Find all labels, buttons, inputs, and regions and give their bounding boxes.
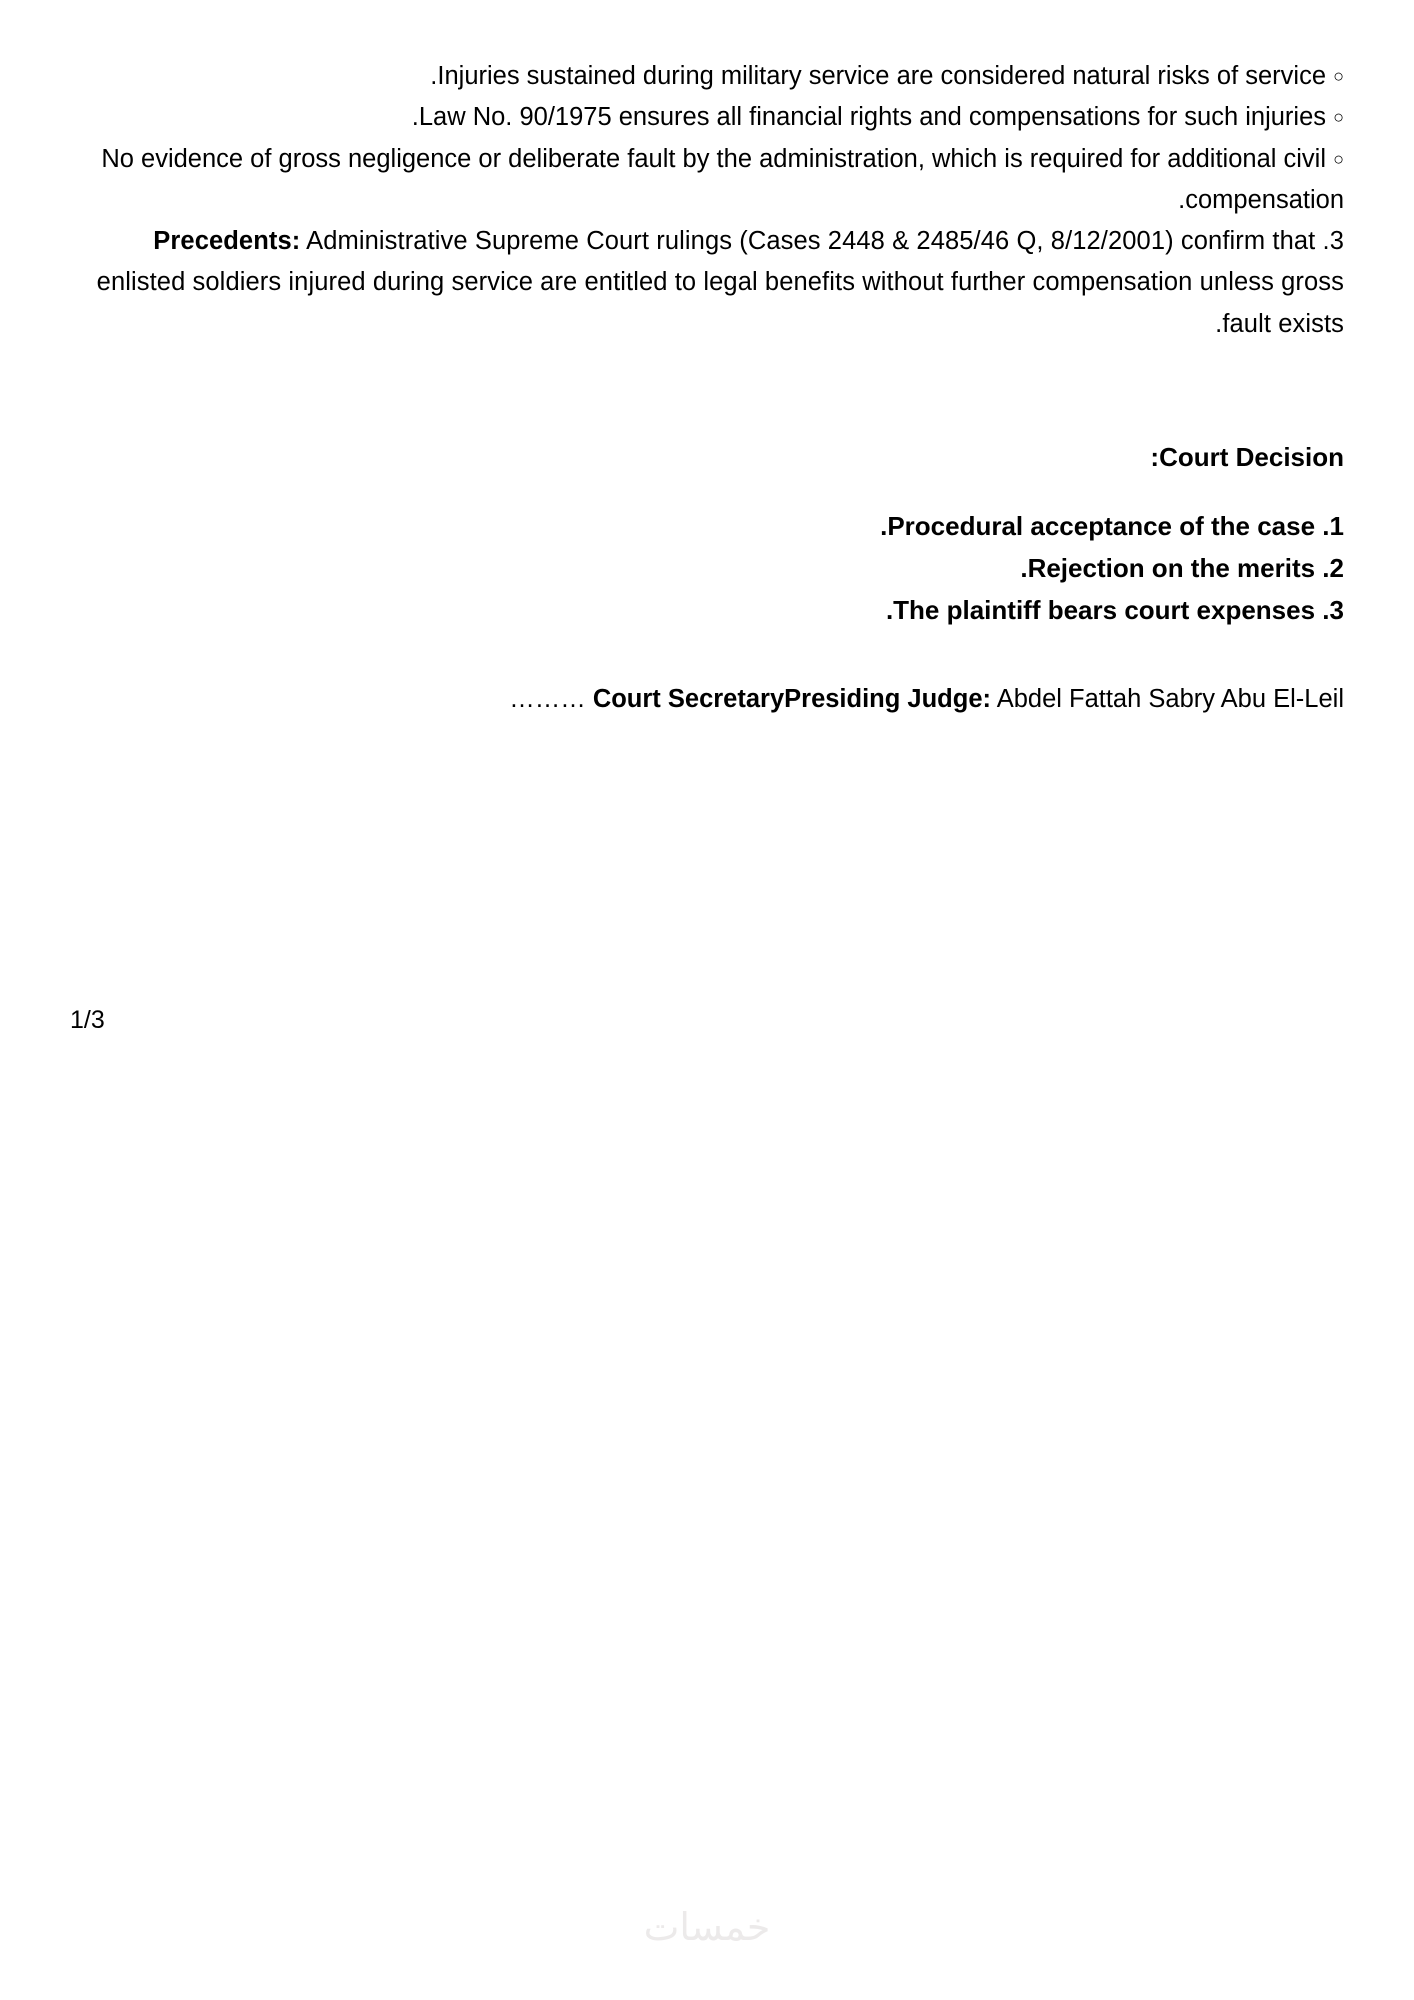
- precedents-paragraph: [70, 221, 1344, 345]
- bullet-marker-icon: ○: [1333, 107, 1344, 128]
- judge-name: Abdel Fattah Sabry Abu El-Leil: [996, 685, 1344, 713]
- signature-line: [70, 679, 1344, 720]
- court-decision-heading: Court Decision:: [1150, 442, 1344, 473]
- precedents-label: Precedents:: [153, 227, 301, 256]
- precedents-number: 3.: [1322, 227, 1344, 256]
- secretary-dots: ………: [509, 685, 586, 713]
- body-section: [70, 56, 1344, 720]
- decision-number: 3.: [1322, 594, 1344, 625]
- decision-text: Procedural acceptance of the case.: [880, 510, 1316, 541]
- heading-spacer: [70, 479, 1344, 505]
- bullet-text: No evidence of gross negligence or deliberate fault by the administration, which is required for additional civil compensation.: [101, 144, 1344, 214]
- decision-number: 2.: [1322, 552, 1344, 583]
- page-number: 1/3: [70, 1006, 105, 1034]
- precedents-text: Administrative Supreme Court rulings (Cases 2448 & 2485/46 Q, 8/12/2001) confirm that enlisted soldiers injured during service are entitled to legal benefits without further compensation unless gross fault exists.: [96, 227, 1344, 338]
- presiding-judge-label: Presiding Judge:: [784, 685, 992, 713]
- signature-spacer: [70, 631, 1344, 679]
- decision-item: [70, 505, 1344, 547]
- bullet-item: [70, 97, 1344, 138]
- bullet-marker-icon: ○: [1333, 148, 1344, 169]
- decision-item: [70, 589, 1344, 631]
- bullet-item: [70, 56, 1344, 97]
- bullet-marker-icon: ○: [1333, 66, 1344, 86]
- section-spacer: [70, 345, 1344, 437]
- bullet-text: Injuries sustained during military service are considered natural risks of service.: [430, 62, 1327, 90]
- decision-text: Rejection on the merits.: [1020, 552, 1316, 583]
- decision-text: The plaintiff bears court expenses.: [885, 594, 1316, 625]
- decision-item: [70, 547, 1344, 589]
- decision-number: 1.: [1322, 510, 1344, 541]
- bullet-text: Law No. 90/1975 ensures all financial rights and compensations for such injuries.: [411, 103, 1327, 132]
- court-secretary-label: Court Secretary: [592, 685, 785, 713]
- watermark: خمسات: [643, 1905, 771, 1949]
- bullet-item: [70, 139, 1344, 222]
